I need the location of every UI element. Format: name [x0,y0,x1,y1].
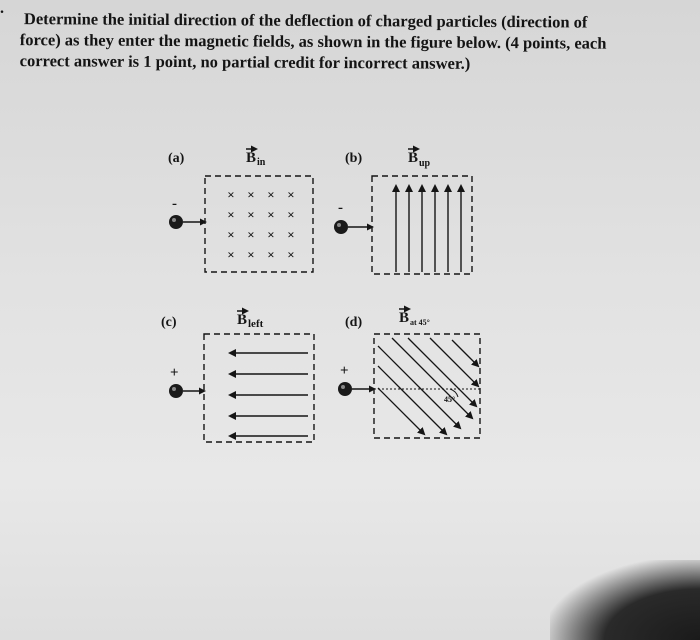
figure-c-field-subscript: left [248,318,264,330]
cross-mark-icon: × [227,206,235,222]
diagonal-arrow-icon [378,366,446,434]
figure-a-particle-icon [169,215,183,229]
cross-mark-icon: × [247,226,255,242]
figure-d-field-region [374,334,480,438]
figure-b-field-subscript: up [419,158,431,169]
figure-c-label: (c) [161,315,177,330]
problem-line-3: correct answer is 1 point, no partial credit for incorrect answer.) [19,51,471,73]
figure-c-particle-icon [169,384,183,398]
figure-d-charge-sign: + [340,363,349,379]
figure-d-particle-icon [338,382,352,396]
figure-d-field-label [399,309,430,327]
problem-line-2: force) as they enter the magnetic fields, as shown in the figure below. (4 points, each [19,30,607,53]
cross-mark-icon: × [287,226,295,242]
cross-mark-icon: × [227,186,235,202]
figure-c-field-label [237,311,264,330]
diagonal-arrow-icon [378,388,424,434]
figure-b-charge-sign: - [338,200,343,216]
figure-d-field-lines [378,338,478,434]
cross-mark-icon: × [247,206,255,222]
cross-mark-icon: × [227,226,235,242]
figure-c-field-region [204,334,314,442]
cross-mark-icon: × [287,186,295,202]
figure-b [334,149,472,274]
figure-c-field-lines [230,353,308,436]
figure-b-field-symbol: B [408,150,419,166]
cross-mark-icon: × [267,206,275,222]
figure-a-field-symbol: B [246,150,257,166]
figure-b-field-lines [396,186,461,272]
figure-b-label: (b) [345,151,363,166]
cross-mark-icon: × [287,246,295,262]
problem-line-1: Determine the initial direction of the deflection of charged particles (direction of [23,9,588,32]
figure-a-charge-sign: - [172,196,177,212]
figure-c [161,311,314,442]
figure-b-field-label [408,149,431,169]
diagonal-arrow-icon [378,346,460,428]
cross-mark-icon: × [267,246,275,262]
cross-mark-icon: × [247,186,255,202]
figure-a [168,149,313,272]
figure-a-field-subscript: in [257,157,266,168]
cross-mark-icon: × [267,186,275,202]
diagonal-arrow-icon [452,340,478,366]
diagonal-arrow-icon [430,338,478,386]
figure-d-field-subscript: at 45° [410,318,430,327]
cross-mark-icon: × [287,206,295,222]
figure-c-field-symbol: B [237,312,248,328]
photo-shadow [550,560,700,640]
figure-b-particle-icon [334,220,348,234]
diagonal-arrow-icon [392,338,472,418]
figure-a-label: (a) [168,151,185,166]
figure-a-into-page-marks [227,187,294,262]
cross-mark-icon: × [247,246,255,262]
figure-d-angle-label: 45° [444,395,456,404]
figure-d-label: (d) [345,315,363,330]
diagonal-arrow-icon [408,338,476,406]
cross-mark-icon: × [227,246,235,262]
list-bullet: . [0,0,4,17]
figure-a-field-region [205,176,313,272]
figure-d [338,309,480,438]
figure-a-field-label [246,149,266,168]
figure-c-charge-sign: + [170,365,179,381]
cross-mark-icon: × [267,226,275,242]
figure-d-field-symbol: B [399,310,410,326]
